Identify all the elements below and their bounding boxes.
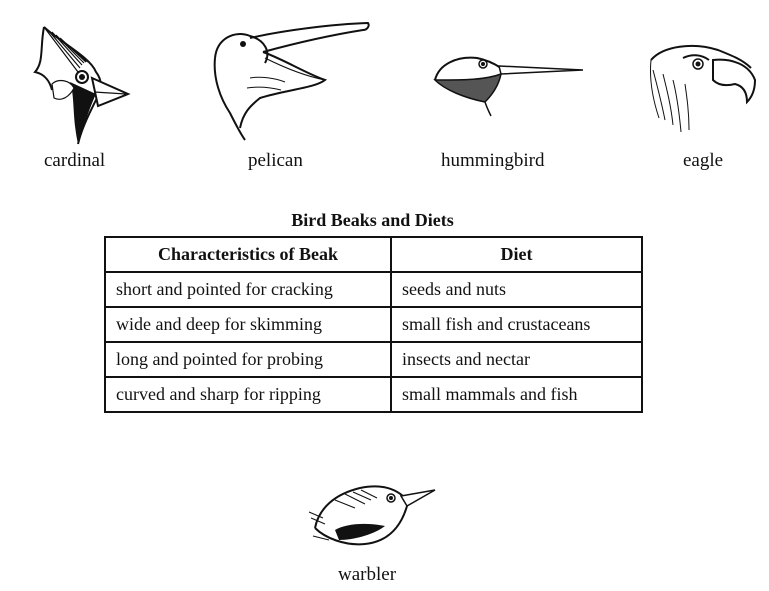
hummingbird-label: hummingbird (441, 150, 545, 171)
cut-off-text-line (0, 0, 769, 5)
table-row (105, 342, 642, 377)
header-diet: Diet (391, 237, 642, 272)
diet-cell: small mammals and fish (391, 377, 642, 412)
eagle-illustration (643, 40, 758, 140)
eagle-label: eagle (683, 150, 724, 171)
beak-characteristic-cell: wide and deep for skimming (105, 307, 391, 342)
bird-beaks-table (104, 236, 643, 413)
cardinal-illustration (30, 22, 140, 147)
table-row (105, 272, 642, 307)
pelican-illustration (205, 18, 375, 143)
pelican-label: pelican (248, 150, 303, 171)
diet-cell: insects and nectar (391, 342, 642, 377)
table-title: Bird Beaks and Diets (291, 210, 454, 230)
table-row (105, 307, 642, 342)
header-characteristics: Characteristics of Beak (105, 237, 391, 272)
cardinal-label: cardinal (44, 150, 106, 171)
hummingbird-illustration (425, 50, 585, 120)
diet-cell: seeds and nuts (391, 272, 642, 307)
table-header-row (105, 237, 642, 272)
warbler-label: warbler (338, 564, 397, 585)
warbler-illustration (305, 478, 440, 558)
table-row (105, 377, 642, 412)
beak-characteristic-cell: short and pointed for cracking (105, 272, 391, 307)
diet-cell: small fish and crustaceans (391, 307, 642, 342)
beak-characteristic-cell: curved and sharp for ripping (105, 377, 391, 412)
beak-characteristic-cell: long and pointed for probing (105, 342, 391, 377)
